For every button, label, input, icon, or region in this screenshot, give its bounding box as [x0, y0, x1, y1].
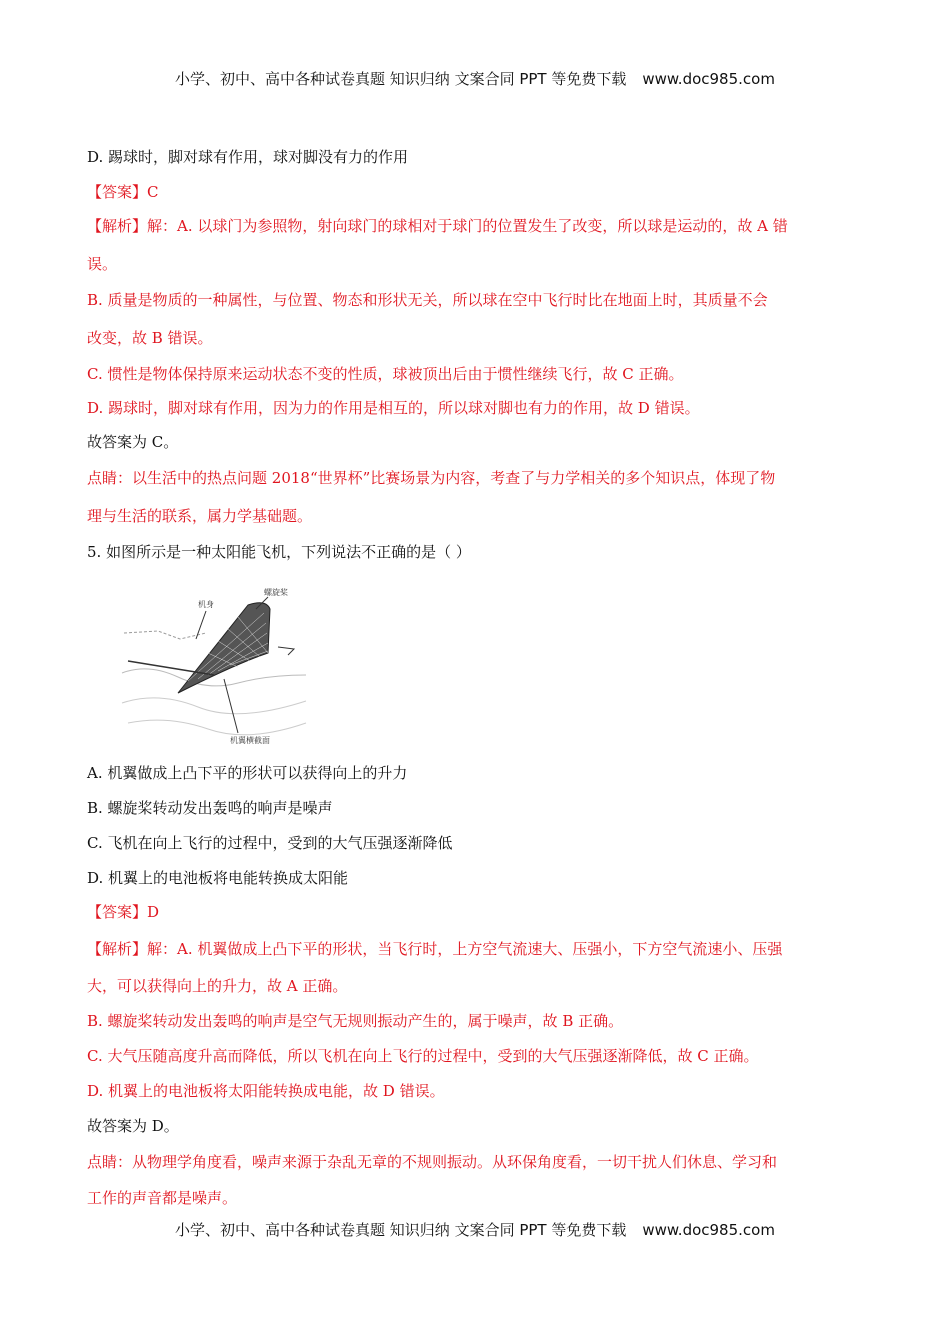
q4-conclusion: 故答案为 C。: [87, 433, 179, 451]
page-header: [0, 68, 950, 89]
q4-answer-value: C: [147, 183, 159, 201]
q4-option-d: D. 踢球时，脚对球有作用，球对脚没有力的作用: [87, 148, 409, 166]
q5-answer-label: 【答案】: [87, 903, 148, 921]
q5-option-d: D. 机翼上的电池板将电能转换成太阳能: [87, 869, 349, 887]
q4-answer: [87, 181, 867, 203]
q5-analysis-a: [87, 938, 867, 960]
q4-analysis-b: B. 质量是物质的一种属性，与位置、物态和形状无关，所以球在空中飞行时比在地面上时，其质量不会: [87, 291, 768, 309]
label-propeller: 螺旋桨: [264, 588, 288, 597]
q4-analysis-a-text: 解：A. 以球门为参照物，射向球门的球相对于球门的位置发生了改变，所以球是运动的，故 A 错: [147, 217, 788, 235]
q5-comment: 点睛：从物理学角度看，噪声来源于杂乱无章的不规则振动。从环保角度看，一切干扰人们休息、学习和: [87, 1153, 778, 1171]
q4-analysis-a: [87, 215, 867, 237]
q5-analysis-d: D. 机翼上的电池板将太阳能转换成电能，故 D 错误。: [87, 1082, 445, 1100]
footer-text: 小学、初中、高中各种试卷真题 知识归纳 文案合同 PPT 等免费下载: [175, 1221, 627, 1239]
q5-analysis-label: 【解析】: [87, 940, 148, 958]
q5-option-a: A. 机翼做成上凸下平的形状可以获得向上的升力: [87, 764, 408, 782]
q5-analysis-a-text: 解：A. 机翼做成上凸下平的形状，当飞行时，上方空气流速大、压强小，下方空气流速小、压强: [147, 940, 783, 958]
label-fuselage: 机身: [198, 600, 214, 609]
solar-plane-figure: [118, 583, 308, 745]
header-url[interactable]: www.doc985.com: [642, 70, 775, 88]
q5-conclusion: 故答案为 D。: [87, 1117, 179, 1135]
q4-comment-cont: 理与生活的联系，属力学基础题。: [87, 507, 313, 525]
q5-answer: [87, 901, 867, 923]
q5-analysis-c: C. 大气压随高度升高而降低，所以飞机在向上飞行的过程中，受到的大气压强逐渐降低，故 C 正确。: [87, 1047, 759, 1065]
q4-analysis-d: D. 踢球时，脚对球有作用，因为力的作用是相互的，所以球对脚也有力的作用，故 D 错误。: [87, 399, 700, 417]
q4-answer-label: 【答案】: [87, 183, 148, 201]
q5-analysis-a-cont: 大，可以获得向上的升力，故 A 正确。: [87, 977, 348, 995]
page-footer: [0, 1219, 950, 1240]
footer-url[interactable]: www.doc985.com: [642, 1221, 775, 1239]
q5-analysis-b: B. 螺旋桨转动发出轰鸣的响声是空气无规则振动产生的，属于噪声，故 B 正确。: [87, 1012, 624, 1030]
q5-stem: 5. 如图所示是一种太阳能飞机，下列说法不正确的是（ ）: [87, 543, 471, 561]
q5-comment-cont: 工作的声音都是噪声。: [87, 1189, 238, 1207]
q4-analysis-b-cont: 改变，故 B 错误。: [87, 329, 213, 347]
q4-analysis-label: 【解析】: [87, 217, 148, 235]
q4-analysis-c: C. 惯性是物体保持原来运动状态不变的性质，球被顶出后由于惯性继续飞行，故 C 正确。: [87, 365, 684, 383]
header-text: 小学、初中、高中各种试卷真题 知识归纳 文案合同 PPT 等免费下载: [175, 70, 627, 88]
q4-analysis-a-cont: 误。: [87, 255, 118, 273]
q4-comment: 点睛：以生活中的热点问题 2018“世界杯”比赛场景为内容，考查了与力学相关的多个知识点，体现了物: [87, 469, 776, 487]
q5-answer-value: D: [147, 903, 160, 921]
label-wing-section: 机翼横截面: [230, 736, 270, 745]
q5-option-c: C. 飞机在向上飞行的过程中，受到的大气压强逐渐降低: [87, 834, 453, 852]
q5-option-b: B. 螺旋桨转动发出轰鸣的响声是噪声: [87, 799, 333, 817]
